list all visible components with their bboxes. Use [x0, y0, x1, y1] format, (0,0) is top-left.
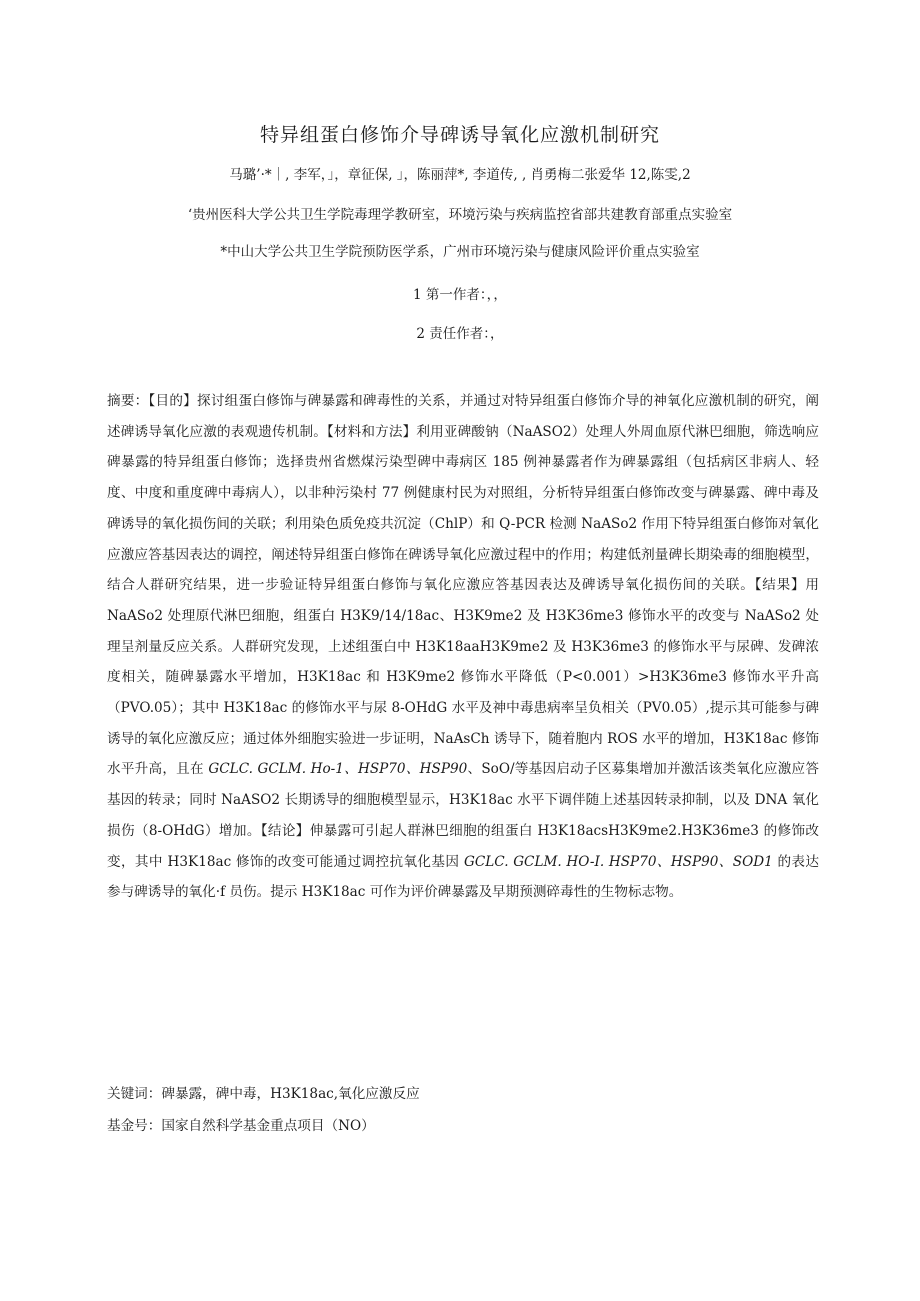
corresponding-author-note: 2 责任作者：，: [416, 326, 504, 342]
paper-title: 特异组蛋白修饰介导碑诱导氧化应激机制研究: [259, 124, 660, 146]
abstract-paragraph: [107, 386, 819, 908]
author-list: 马璐’·*｜, 李军，」，章征保, 」，陈丽萍*, 李道传, , 肖勇梅二张爱华 12,陈雯,2: [229, 167, 691, 183]
affiliation-1: ‘贵州医科大学公共卫生学院毒理学教研室，环境污染与疾病监控省部共建教育部重点实验室: [187, 207, 733, 223]
first-author-note: 1 第一作者：，，: [413, 287, 507, 303]
fund-line: 基金号：国家自然科学基金重点项目（NO）: [107, 1118, 375, 1134]
abstract-text-2: 、SoO/等基因启动子区募集增加并激活该类氧化应激应答基因的转录；同时 NaASO2 长期诱导的细胞模型显示，H3K18ac 水平下调伴随上述基因转录抑制，以及 DNA 氧化损伤（8-OHdG）增加。【结论】伸暴露可引起人群淋巴细胞的组蛋白 H3K18acsH3K9me2.H3K36me3 的修饰改变，其中 H3K18ac 修饰的改变可能通过调控抗氧化基因: [107, 761, 819, 870]
gene-list-2: GCLC. GCLM. HO-I. HSP70、HSP90、SOD1: [463, 853, 773, 870]
abstract-text-1: 摘要：【目的】探讨组蛋白修饰与碑暴露和碑毒性的关系，并通过对特异组蛋白修饰介导的神氧化应激机制的研究，阐述碑诱导氧化应激的表观遗传机制。【材料和方法】利用亚碑酸钠（NaASO2）处理人外周血原代淋巴细胞，筛选响应碑暴露的特异组蛋白修饰；选择贵州省燃煤污染型碑中毒病区 185 例神暴露者作为碑暴露组（包括病区非病人、轻度、中度和重度碑中毒病人），以非种污染村 77 例健康村民为对照组，分析特异组蛋白修饰改变与碑暴露、碑中毒及碑诱导的氧化损伤间的关联；利用染色质免疫共沉淀（ChlP）和 Q-PCR 检测 NaASo2 作用下特异组蛋白修饰对氧化应激应答基因表达的调控，阐述特异组蛋白修饰在碑诱导氧化应激过程中的作用；构建低剂量碑长期染毒的细胞模型，结合人群研究结果，进一步验证特异组蛋白修饰与氧化应激应答基因表达及碑诱导氧化损伤间的关联。【结果】用 NaASo2 处理原代淋巴细胞，组蛋白 H3K9/14/18ac、H3K9me2 及 H3K36me3 修饰水平的改变与 NaASo2 处理呈剂量反应关系。人群研究发现，上述组蛋白中 H3K18aaH3K9me2 及 H3K36me3 的修饰水平与尿碑、发碑浓度相关，随碑暴露水平增加，H3K18ac 和 H3K9me2 修饰水平降低（P<0.001）>H3K36me3 修饰水平升高（PVO.05）；其中 H3K18ac 的修饰水平与尿 8-OHdG 水平及神中毒患病率呈负相关（PV0.05）,提示其可能参与碑诱导的氧化应激反应；通过体外细胞实验进一步证明，NaAsCh 诱导下，随着胞内 ROS 水平的增加，H3K18ac 修饰水平升高，且在: [107, 393, 819, 778]
affiliation-2: *中山大学公共卫生学院预防医学系，广州市环境污染与健康风险评价重点实验室: [220, 244, 700, 260]
keywords-line: 关键词：碑暴露，碑中毒，H3K18ac,氧化应激反应: [107, 1086, 420, 1102]
abstract-text-3: 的表达参与碑诱导的氧化·f 员伤。提示 H3K18ac 可作为评价碑暴露及早期预测碎毒性的生物标志物。: [107, 853, 819, 901]
gene-list-1: GCLC. GCLM. Ho-1、HSP70、HSP90: [208, 761, 468, 778]
